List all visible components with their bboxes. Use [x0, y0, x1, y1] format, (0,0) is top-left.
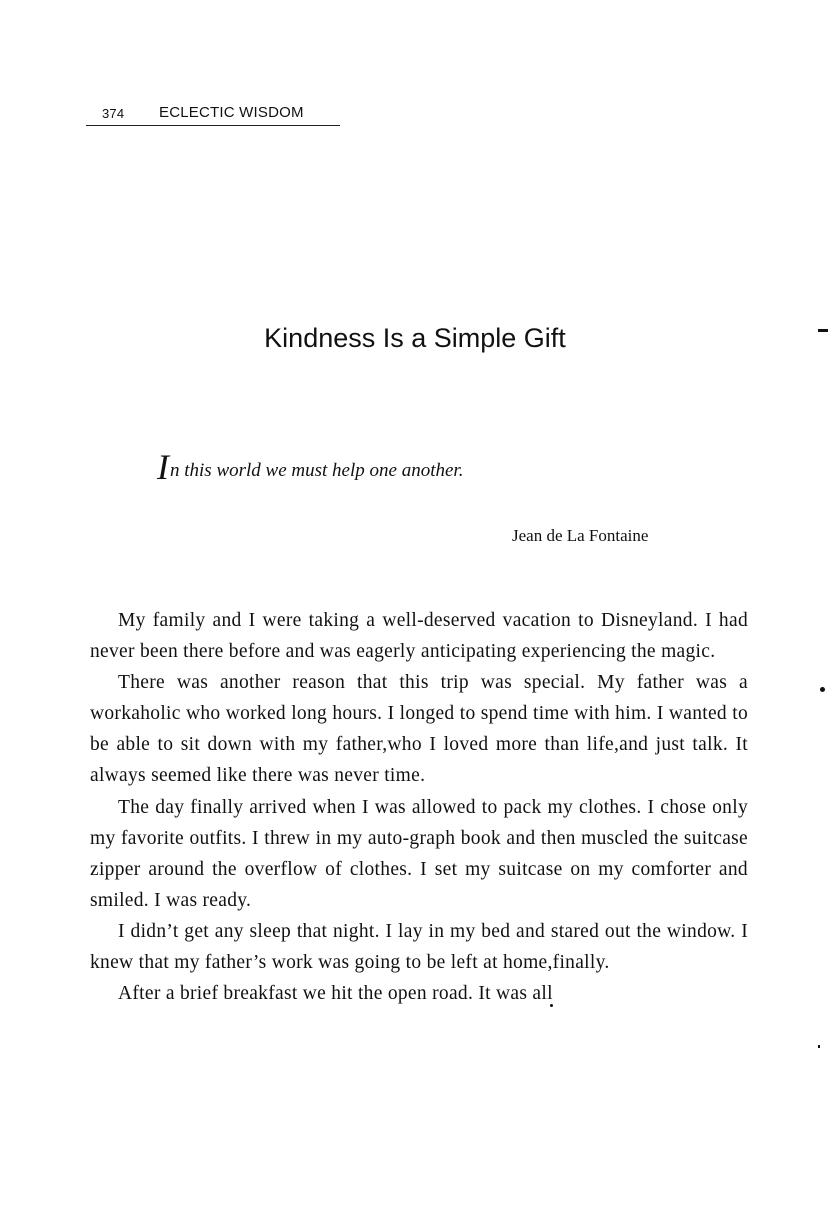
epigraph-attribution: Jean de La Fontaine: [512, 526, 649, 545]
epigraph-quote: [157, 449, 463, 485]
page-number: 374: [102, 106, 125, 121]
paragraph: There was another reason that this trip was special. My father was a workaholic who worked long hours. I longed to spend time with him. I wanted to be able to sit down with my father,who I loved more than life,and just talk. It always seemed like there was never time.: [90, 672, 748, 787]
scan-speck: [818, 329, 828, 332]
paragraph: I didn’t get any sleep that night. I lay in my bed and stared out the window. I knew that my father’s work was going to be left at home,finally.: [90, 920, 748, 974]
book-title: ECLECTIC WISDOM: [159, 104, 304, 121]
scan-speck: [820, 687, 825, 692]
story-title: Kindness Is a Simple Gift: [264, 323, 566, 353]
story-body: [90, 605, 748, 1009]
scan-speck: [818, 1045, 820, 1048]
scan-speck: [550, 1004, 553, 1007]
paragraph: My family and I were taking a well-deserved vacation to Disneyland. I had never been there before and was eagerly anticipating experiencing the magic.: [90, 610, 748, 663]
running-header: [86, 104, 340, 126]
paragraph: The day finally arrived when I was allowed to pack my clothes. I chose only my favorite outfits. I threw in my auto-graph book and then muscled the suitcase zipper around the overflow of clothes. I set my suitcase on my comforter and smiled. I was ready.: [90, 796, 748, 911]
epigraph-text: n this world we must help one another.: [170, 460, 464, 481]
epigraph-initial: I: [157, 447, 169, 487]
paragraph: After a brief breakfast we hit the open road. It was all: [118, 983, 553, 1005]
